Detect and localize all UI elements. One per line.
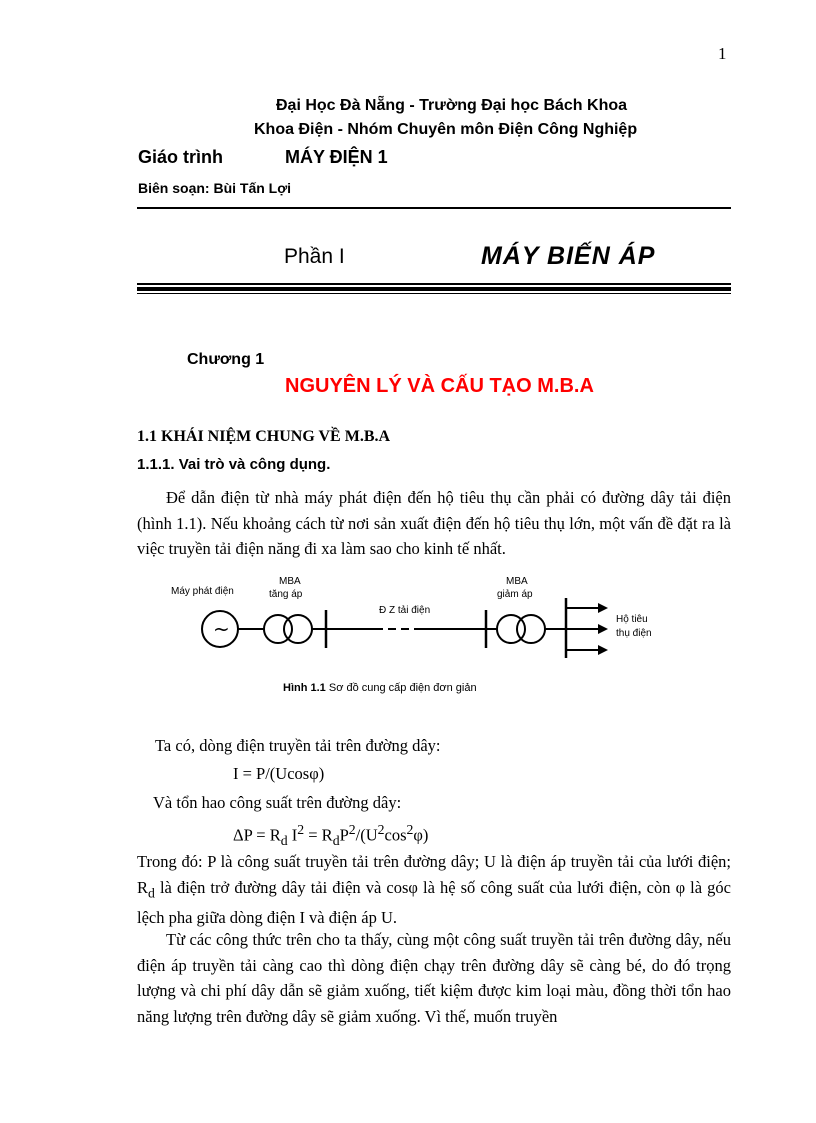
- text-line-current: Ta có, dòng điện truyền tải trên đường dây:: [155, 736, 441, 755]
- mba1-label-line2: tăng áp: [269, 589, 303, 600]
- text-line-loss: Và tổn hao công suất trên đường dây:: [153, 793, 402, 812]
- part-divider-thin-top: [137, 283, 731, 285]
- subsection-heading: 1.1.1. Vai trò và công dụng.: [137, 456, 331, 473]
- mba1-label-line1: MBA: [279, 576, 301, 587]
- formula-part: φ): [413, 825, 429, 845]
- part-divider-thin-bottom: [137, 293, 731, 294]
- figure-caption-number: Hình 1.1: [283, 682, 326, 694]
- section-heading: 1.1 KHÁI NIỆM CHUNG VỀ M.B.A: [137, 428, 391, 445]
- formula-part: ΔP = R: [233, 825, 281, 845]
- mba2-label-line1: MBA: [506, 576, 528, 587]
- paragraph-part: là điện trở đường dây tải điện và cosφ là hệ số công suất của lưới điện, còn φ là góc lệch pha giữa dòng điện I và điện áp U.: [137, 877, 731, 928]
- figure-caption: [283, 682, 477, 694]
- chapter-title: NGUYÊN LÝ VÀ CẤU TẠO M.B.A: [285, 375, 594, 397]
- load-label-line2: thụ điện: [616, 628, 652, 639]
- load-label-line1: Hộ tiêu: [616, 614, 648, 625]
- formula-part: cos: [384, 825, 407, 845]
- formula-sup: 2: [297, 822, 305, 837]
- faculty-heading: Khoa Điện - Nhóm Chuyên môn Điện Công Nghiệp: [254, 121, 638, 138]
- power-supply-diagram: [160, 570, 680, 680]
- formula-current: I = P/(Ucosφ): [233, 764, 325, 783]
- formula-sup: 2: [348, 822, 356, 837]
- figure-caption-text: Sơ đồ cung cấp điện đơn giản: [325, 682, 477, 694]
- arrow-icon: [598, 645, 608, 655]
- university-heading: Đại Học Đà Nẵng - Trường Đại học Bách Khoa: [276, 97, 628, 114]
- transformer2-coil2: [517, 615, 545, 643]
- arrow-icon: [598, 603, 608, 613]
- chapter-label: Chương 1: [187, 351, 265, 368]
- paragraph-part: Trong đó: P là công suất truyền tải trên đường dây; U là điện áp truyền tải của lưới điện; R: [137, 852, 731, 897]
- part-title: MÁY BIẾN ÁP: [481, 242, 656, 270]
- generator-label: Máy phát điện: [171, 586, 234, 597]
- tilde-symbol: ~: [213, 617, 230, 641]
- header-divider: [137, 207, 731, 209]
- line-label: Đ Z tải điện: [379, 605, 431, 616]
- paragraph-intro: Để dẫn điện từ nhà máy phát điện đến hộ tiêu thụ cần phải có đường dây tải điện (hình 1.1). Nếu khoảng cách từ nơi sản xuất điện đến hộ tiêu thụ lớn, một vấn đề đặt ra là việc truyền tải điện năng đi xa làm sao cho kinh tế nhất.: [137, 488, 731, 558]
- formula-sub: d: [280, 832, 288, 848]
- formula-sup: 2: [377, 822, 385, 837]
- part-divider-thick: [137, 287, 731, 291]
- page-number: 1: [718, 44, 727, 63]
- formula-sup: 2: [406, 822, 414, 837]
- paragraph-conclusion: Từ các công thức trên cho ta thấy, cùng một công suất truyền tải trên đường dây, nếu điện áp truyền tải càng cao thì dòng điện chạy trên đường dây sẽ càng bé, do đó trọng lượng và chi phí dây dẫn sẽ giảm xuống, tiết kiệm được kim loại màu, đồng thời tổn hao năng lượng trên đường dây sẽ giảm xuống. Vì thế, muốn truyền: [137, 930, 731, 1026]
- formula-part: I: [287, 825, 298, 845]
- formula-power-loss: [233, 822, 428, 849]
- paragraph-sub: d: [148, 884, 155, 900]
- formula-part: = R: [304, 825, 333, 845]
- author-line: Biên soạn: Bùi Tấn Lợi: [138, 180, 292, 196]
- paragraph-definitions: [137, 849, 731, 931]
- mba2-label-line2: giảm áp: [497, 589, 533, 600]
- course-label: Giáo trình: [138, 147, 223, 167]
- formula-part: /(U: [355, 825, 378, 845]
- transformer1-coil2: [284, 615, 312, 643]
- course-name: MÁY ĐIỆN 1: [285, 147, 388, 167]
- formula-part: P: [339, 825, 349, 845]
- arrow-icon: [598, 624, 608, 634]
- part-label: Phần I: [284, 245, 345, 268]
- formula-sub: d: [332, 832, 340, 848]
